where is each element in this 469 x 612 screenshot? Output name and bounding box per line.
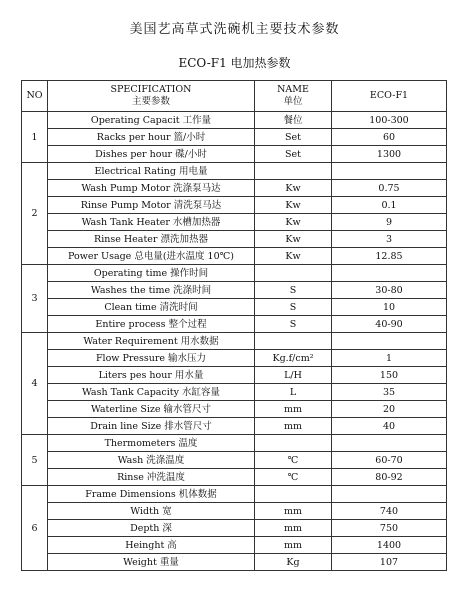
spec-value: 150 [332,367,447,384]
spec-row [22,180,447,197]
spec-name: Wash Tank Capacity 水缸容量 [48,384,255,401]
section-row [22,163,447,180]
spec-table [21,80,447,571]
spec-unit: Kw [255,214,332,231]
spec-unit: Set [255,146,332,163]
spec-unit: mm [255,503,332,520]
section-unit-empty [255,486,332,503]
spec-unit: Kw [255,248,332,265]
spec-value: 0.75 [332,180,447,197]
spec-name: Width 宽 [48,503,255,520]
group-number: 5 [22,435,48,486]
spec-value: 740 [332,503,447,520]
spec-unit: mm [255,537,332,554]
section-unit-empty [255,435,332,452]
spec-value: 20 [332,401,447,418]
spec-name: Waterline Size 输水管尺寸 [48,401,255,418]
section-title: Frame Dimensions 机体数据 [48,486,255,503]
section-title: Water Requirement 用水数据 [48,333,255,350]
section-row [22,486,447,503]
spec-value: 1300 [332,146,447,163]
spec-value: 750 [332,520,447,537]
spec-value: 35 [332,384,447,401]
spec-value: 107 [332,554,447,571]
spec-unit: 餐位 [255,112,332,129]
section-unit-empty [255,333,332,350]
spec-row [22,367,447,384]
header-unit [255,81,332,112]
spec-name: Washes the time 洗涤时间 [48,282,255,299]
spec-name: Liters pes hour 用水量 [48,367,255,384]
spec-row [22,554,447,571]
section-value-empty [332,333,447,350]
spec-row [22,401,447,418]
header-spec [48,81,255,112]
spec-name: Rinse Heater 漂洗加热器 [48,231,255,248]
spec-name: Operating Capacit 工作量 [48,112,255,129]
spec-name: Depth 深 [48,520,255,537]
header-name-cn: 单位 [283,96,303,107]
spec-name: Rinse 冲洗温度 [48,469,255,486]
spec-row [22,248,447,265]
spec-table-body [22,112,447,571]
spec-value: 60-70 [332,452,447,469]
section-row [22,265,447,282]
spec-unit: Kw [255,197,332,214]
spec-name: Clean time 清洗时间 [48,299,255,316]
header-name-en: NAME [277,84,309,95]
group-number: 6 [22,486,48,571]
section-row [22,435,447,452]
spec-unit: Kg [255,554,332,571]
spec-value: 100-300 [332,112,447,129]
spec-value: 12.85 [332,248,447,265]
spec-row [22,214,447,231]
spec-row [22,146,447,163]
spec-unit: S [255,282,332,299]
spec-value: 30-80 [332,282,447,299]
spec-name: Flow Pressure 输水压力 [48,350,255,367]
group-number: 3 [22,265,48,333]
spec-row [22,418,447,435]
section-unit-empty [255,163,332,180]
spec-row [22,452,447,469]
group-number: 1 [22,112,48,163]
document-title: 美国艺高草式洗碗机主要技术参数 [129,22,340,37]
header-row [22,81,447,112]
spec-name: Drain line Size 排水管尺寸 [48,418,255,435]
spec-row [22,129,447,146]
header-model: ECO-F1 [332,81,447,112]
spec-row [22,384,447,401]
spec-row [22,282,447,299]
spec-row [22,350,447,367]
spec-name: Dishes per hour 碟/小时 [48,146,255,163]
spec-unit: ℃ [255,469,332,486]
section-value-empty [332,265,447,282]
header-spec-en: SPECIFICATION [110,84,192,95]
spec-row [22,469,447,486]
group-number: 2 [22,163,48,265]
spec-row [22,299,447,316]
spec-unit: S [255,299,332,316]
spec-name: Power Usage 总电量(进水温度 10℃) [48,248,255,265]
section-title: Electrical Rating 用电量 [48,163,255,180]
spec-unit: Kw [255,180,332,197]
spec-value: 40-90 [332,316,447,333]
spec-name: Heinght 高 [48,537,255,554]
spec-unit: Kg.f/cm² [255,350,332,367]
section-title: Operating time 操作时间 [48,265,255,282]
section-unit-empty [255,265,332,282]
header-no: NO [22,81,48,112]
section-value-empty [332,435,447,452]
spec-unit: L [255,384,332,401]
spec-unit: S [255,316,332,333]
spec-value: 80-92 [332,469,447,486]
spec-name: Wash 洗涤温度 [48,452,255,469]
spec-unit: mm [255,418,332,435]
spec-name: Weight 重量 [48,554,255,571]
spec-name: Entire process 整个过程 [48,316,255,333]
spec-unit: mm [255,401,332,418]
spec-row [22,197,447,214]
spec-value: 1400 [332,537,447,554]
spec-unit: mm [255,520,332,537]
section-value-empty [332,486,447,503]
spec-name: Racks per hour 篮/小时 [48,129,255,146]
spec-unit: L/H [255,367,332,384]
spec-unit: Kw [255,231,332,248]
spec-name: Wash Tank Heater 水槽加热器 [48,214,255,231]
spec-row [22,316,447,333]
spec-row [22,537,447,554]
spec-row [22,231,447,248]
spec-value: 10 [332,299,447,316]
spec-value: 40 [332,418,447,435]
header-spec-cn: 主要参数 [131,96,170,107]
spec-name: Rinse Pump Motor 清洗泵马达 [48,197,255,214]
spec-row [22,112,447,129]
spec-row [22,520,447,537]
section-value-empty [332,163,447,180]
spec-name: Wash Pump Motor 洗涤泵马达 [48,180,255,197]
section-row [22,333,447,350]
spec-unit: Set [255,129,332,146]
document-subtitle: ECO-F1 电加热参数 [178,56,291,70]
spec-value: 9 [332,214,447,231]
section-title: Thermometers 温度 [48,435,255,452]
spec-row [22,503,447,520]
spec-unit: ℃ [255,452,332,469]
spec-value: 0.1 [332,197,447,214]
group-number: 4 [22,333,48,435]
spec-value: 60 [332,129,447,146]
spec-value: 1 [332,350,447,367]
spec-value: 3 [332,231,447,248]
